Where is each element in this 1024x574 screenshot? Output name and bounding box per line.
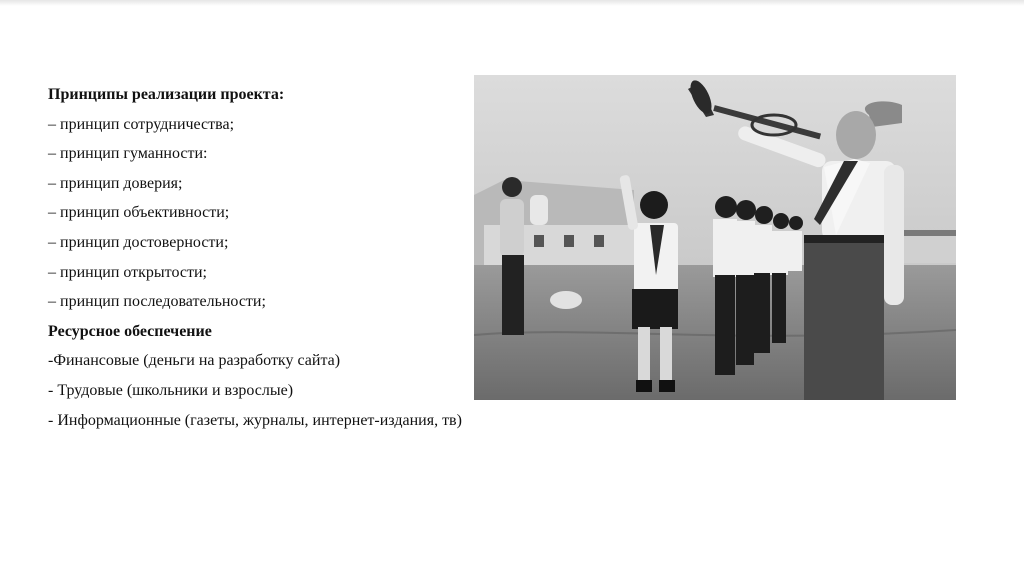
- pioneers-photo: [474, 75, 956, 400]
- slide-top-edge: [0, 0, 1024, 6]
- principle-item: – принцип объективности;: [48, 204, 230, 222]
- resource-item: - Трудовые (школьники и взрослые): [48, 381, 294, 399]
- dog-figure: [550, 291, 582, 309]
- principle-item: – принцип сотрудничества;: [48, 115, 235, 133]
- pioneers-photo-drawing: [474, 75, 956, 400]
- slide-text: [48, 80, 538, 432]
- principle-item: – принцип открытости;: [48, 263, 207, 281]
- principles-heading: Принципы реализации проекта:: [48, 86, 285, 103]
- resources-heading: Ресурсное обеспечение: [48, 322, 212, 340]
- principle-item: – принцип гуманности:: [48, 145, 208, 163]
- principle-item: – принцип доверия;: [48, 174, 183, 192]
- resource-item: - Информационные (газеты, журналы, интернет-издания, тв): [48, 411, 462, 429]
- principle-item: – принцип достоверности;: [48, 233, 229, 251]
- resource-item: -Финансовые (деньги на разработку сайта): [48, 352, 341, 370]
- principle-item: – принцип последовательности;: [48, 293, 266, 311]
